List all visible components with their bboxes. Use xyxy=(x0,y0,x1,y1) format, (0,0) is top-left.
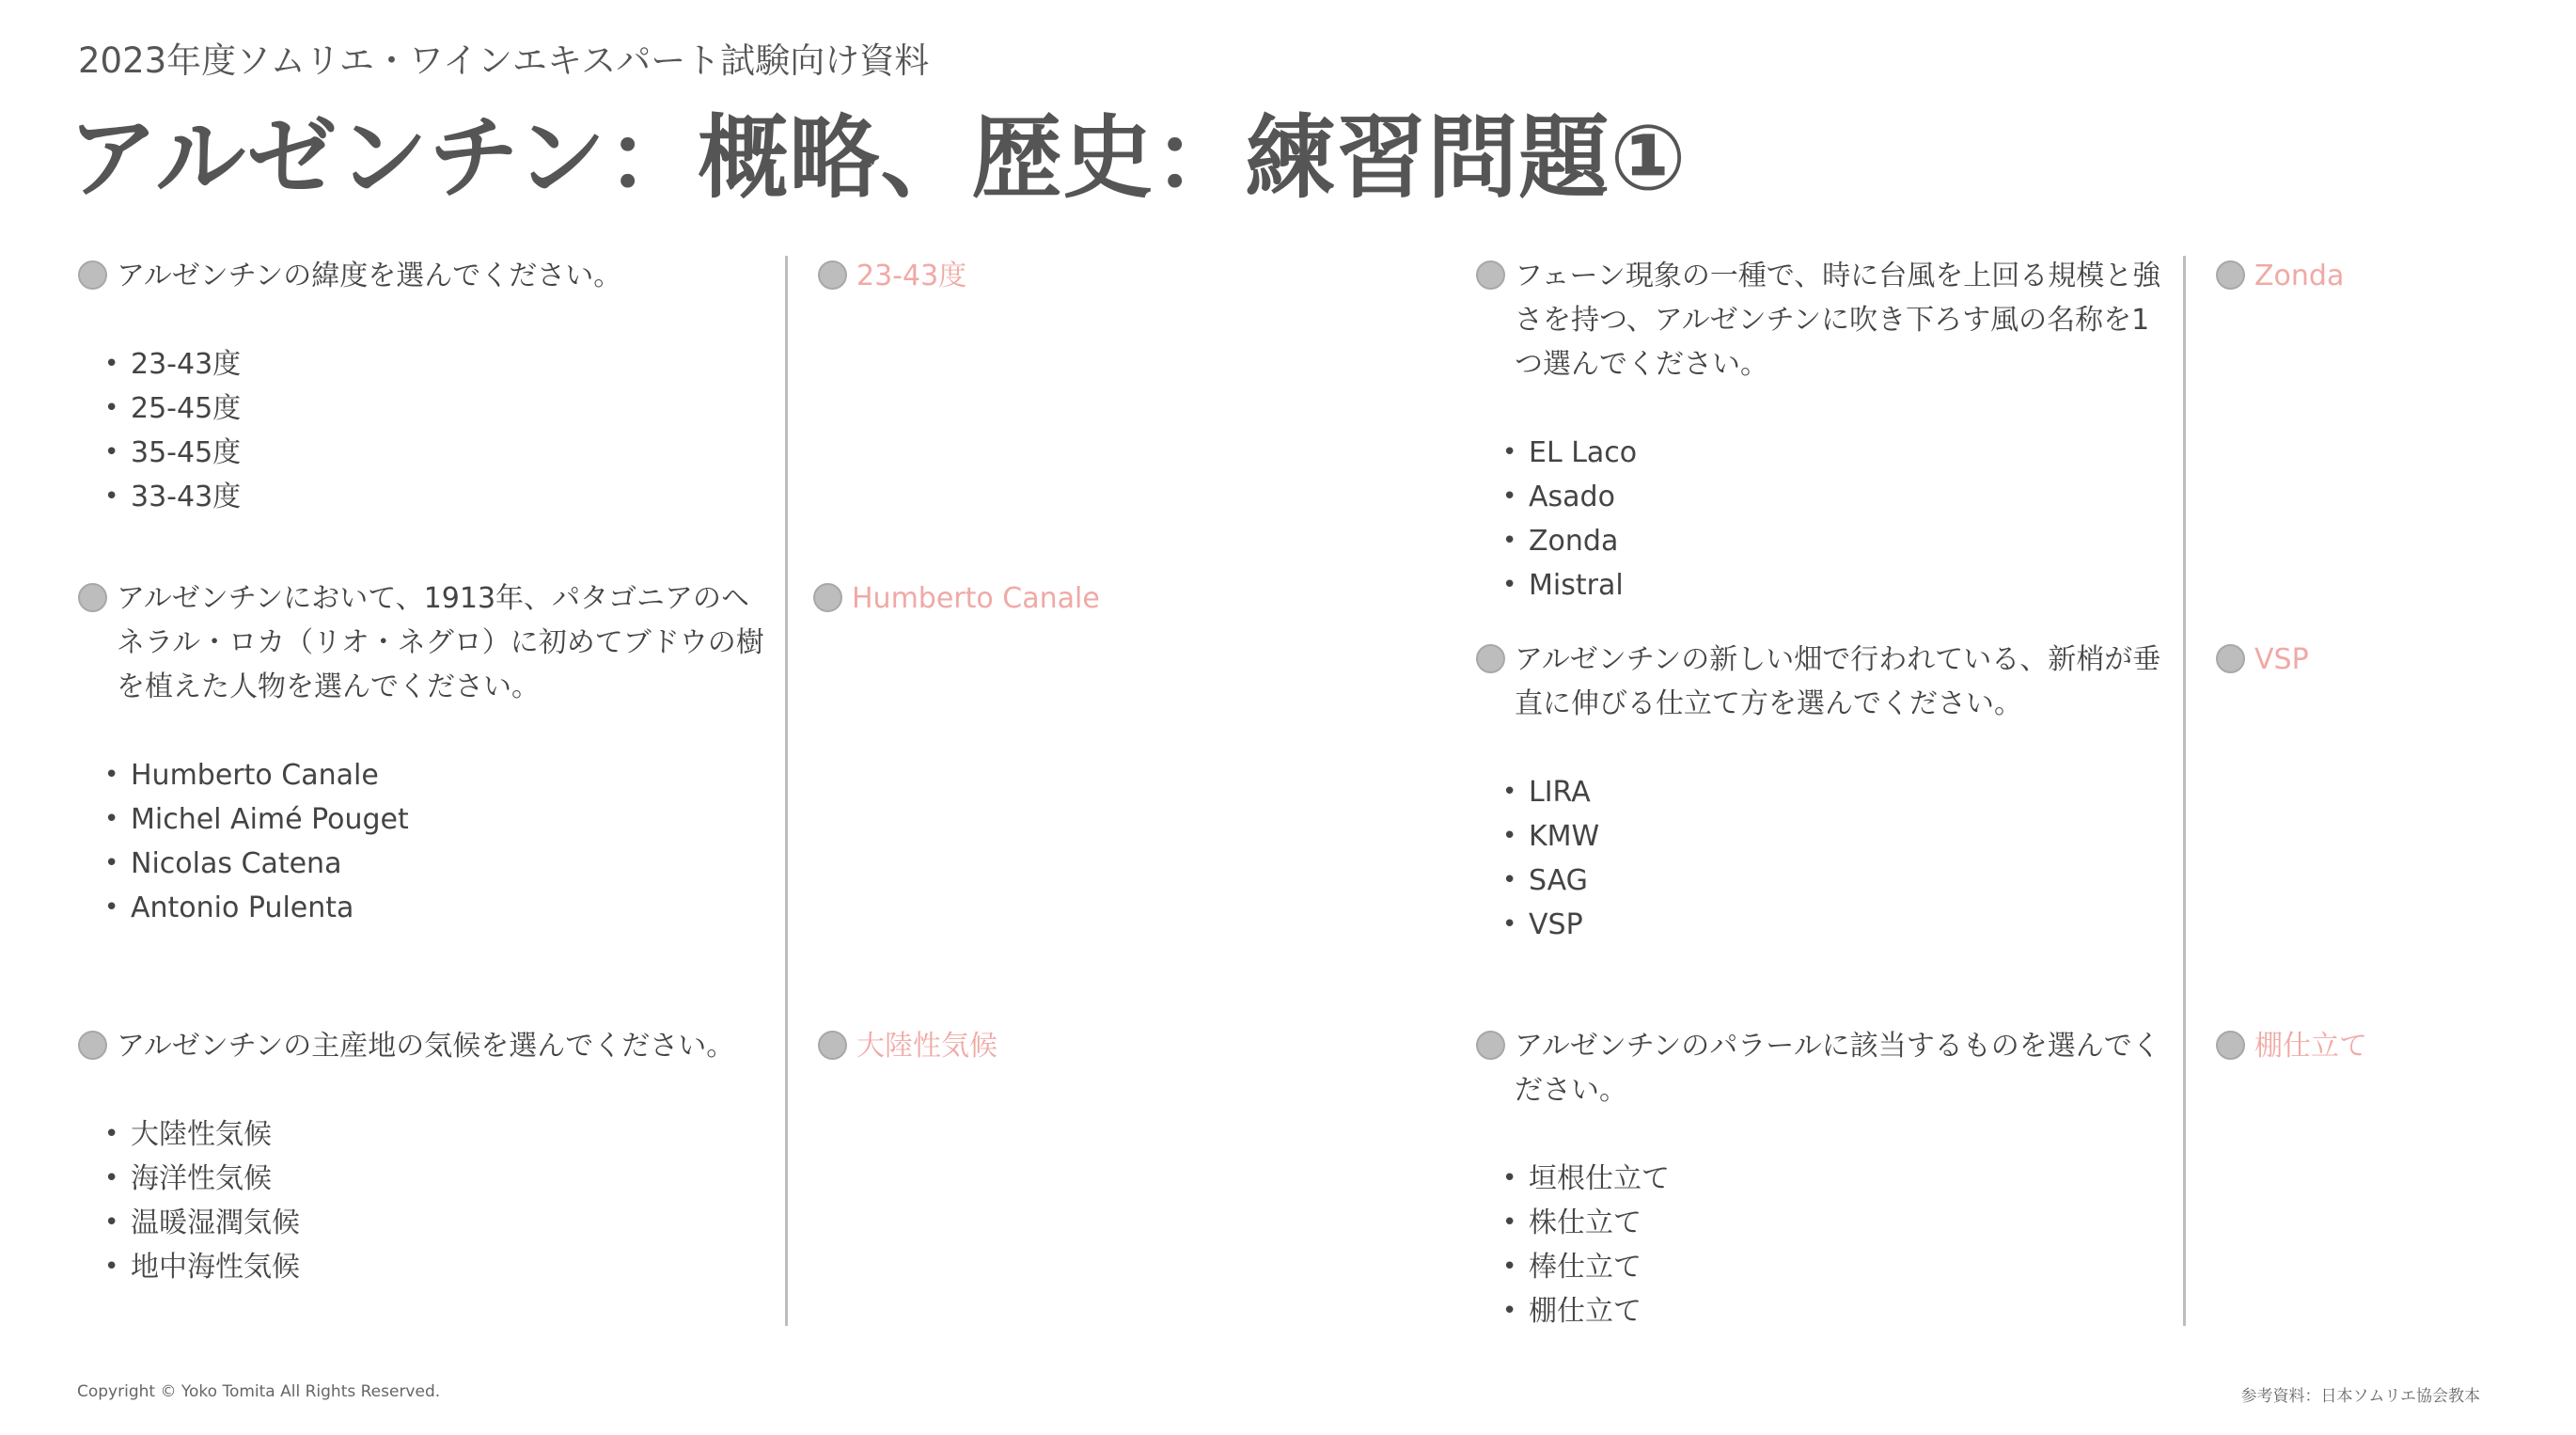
question-2 xyxy=(78,576,769,930)
option-item: • Zonda xyxy=(1502,519,2172,563)
answer-text: 棚仕立て xyxy=(2254,1030,2367,1063)
question-text: アルゼンチンの緯度を選んでください。 xyxy=(117,260,622,292)
bullet-circle-icon xyxy=(813,583,842,612)
bullet-circle-icon xyxy=(1476,644,1505,673)
bullet-circle-icon xyxy=(1476,1031,1505,1060)
bullet-circle-icon xyxy=(818,260,847,290)
question-text: アルゼンチンの主産地の気候を選んでください。 xyxy=(117,1030,735,1063)
answer-3 xyxy=(818,1024,997,1068)
option-item: • LIRA xyxy=(1502,770,2172,814)
bullet-circle-icon xyxy=(818,1031,847,1060)
option-list xyxy=(78,1112,769,1289)
option-item: • 地中海性気候 xyxy=(104,1245,769,1289)
option-item: • 33-43度 xyxy=(104,475,769,519)
answer-5 xyxy=(2216,638,2309,682)
option-item: • Asado xyxy=(1502,475,2172,519)
bullet-circle-icon xyxy=(2216,260,2245,290)
option-item: • 23-43度 xyxy=(104,342,769,386)
answer-1 xyxy=(818,254,966,298)
reference-text: 参考資料：日本ソムリエ協会教本 xyxy=(2240,1387,2480,1406)
option-list xyxy=(78,753,769,930)
option-item: • 棒仕立て xyxy=(1502,1245,2172,1289)
option-item: • Antonio Pulenta xyxy=(104,886,769,930)
answer-text: VSP xyxy=(2254,643,2309,676)
option-item: • 温暖湿潤気候 xyxy=(104,1201,769,1245)
question-4 xyxy=(1476,254,2172,607)
answer-text: 23-43度 xyxy=(856,260,967,292)
question-6 xyxy=(1476,1024,2172,1333)
answer-2 xyxy=(813,576,1100,621)
bullet-circle-icon xyxy=(78,260,107,290)
bullet-circle-icon xyxy=(2216,1031,2245,1060)
answer-text: Zonda xyxy=(2254,260,2345,292)
page-subtitle: 2023年度ソムリエ・ワインエキスパート試験向け資料 xyxy=(78,40,930,81)
option-item: • EL Laco xyxy=(1502,431,2172,475)
option-item: • 25-45度 xyxy=(104,386,769,431)
question-text: アルゼンチンの新しい畑で行われている、新梢が垂直に伸びる仕立て方を選んでください。 xyxy=(1515,643,2161,720)
option-item: • SAG xyxy=(1502,859,2172,903)
option-item: • 35-45度 xyxy=(104,431,769,475)
question-text: アルゼンチンにおいて、1913年、パタゴニアのヘネラル・ロカ（リオ・ネグロ）に初めてブドウの樹を植えた人物を選んでください。 xyxy=(117,582,764,703)
bullet-circle-icon xyxy=(2216,644,2245,673)
page-title: アルゼンチン：概略、歴史：練習問題① xyxy=(68,105,1688,211)
option-list xyxy=(1476,770,2172,947)
bullet-circle-icon xyxy=(1476,260,1505,290)
option-list xyxy=(1476,431,2172,607)
column-divider-right xyxy=(2183,256,2186,1326)
option-item: • VSP xyxy=(1502,903,2172,947)
question-3 xyxy=(78,1024,769,1289)
option-list xyxy=(1476,1157,2172,1333)
option-item: • 垣根仕立て xyxy=(1502,1157,2172,1201)
option-list xyxy=(78,342,769,519)
option-item: • Humberto Canale xyxy=(104,753,769,797)
option-item: • 株仕立て xyxy=(1502,1201,2172,1245)
answer-4 xyxy=(2216,254,2344,298)
option-item: • Michel Aimé Pouget xyxy=(104,797,769,842)
answer-text: 大陸性気候 xyxy=(856,1030,997,1063)
answer-text: Humberto Canale xyxy=(852,582,1100,615)
bullet-circle-icon xyxy=(78,1031,107,1060)
question-5 xyxy=(1476,638,2172,947)
option-item: • 大陸性気候 xyxy=(104,1112,769,1157)
option-item: • Nicolas Catena xyxy=(104,842,769,886)
option-item: • KMW xyxy=(1502,814,2172,859)
column-divider-left xyxy=(785,256,788,1326)
question-text: アルゼンチンのパラールに該当するものを選んでください。 xyxy=(1515,1030,2160,1107)
copyright-text: Copyright © Yoko Tomita All Rights Reserved. xyxy=(77,1382,441,1401)
option-item: • 海洋性気候 xyxy=(104,1157,769,1201)
option-item: • Mistral xyxy=(1502,563,2172,607)
answer-6 xyxy=(2216,1024,2367,1068)
question-1 xyxy=(78,254,769,519)
option-item: • 棚仕立て xyxy=(1502,1289,2172,1333)
bullet-circle-icon xyxy=(78,583,107,612)
question-text: フェーン現象の一種で、時に台風を上回る規模と強さを持つ、アルゼンチンに吹き下ろす風の名称を1つ選んでください。 xyxy=(1515,260,2161,381)
